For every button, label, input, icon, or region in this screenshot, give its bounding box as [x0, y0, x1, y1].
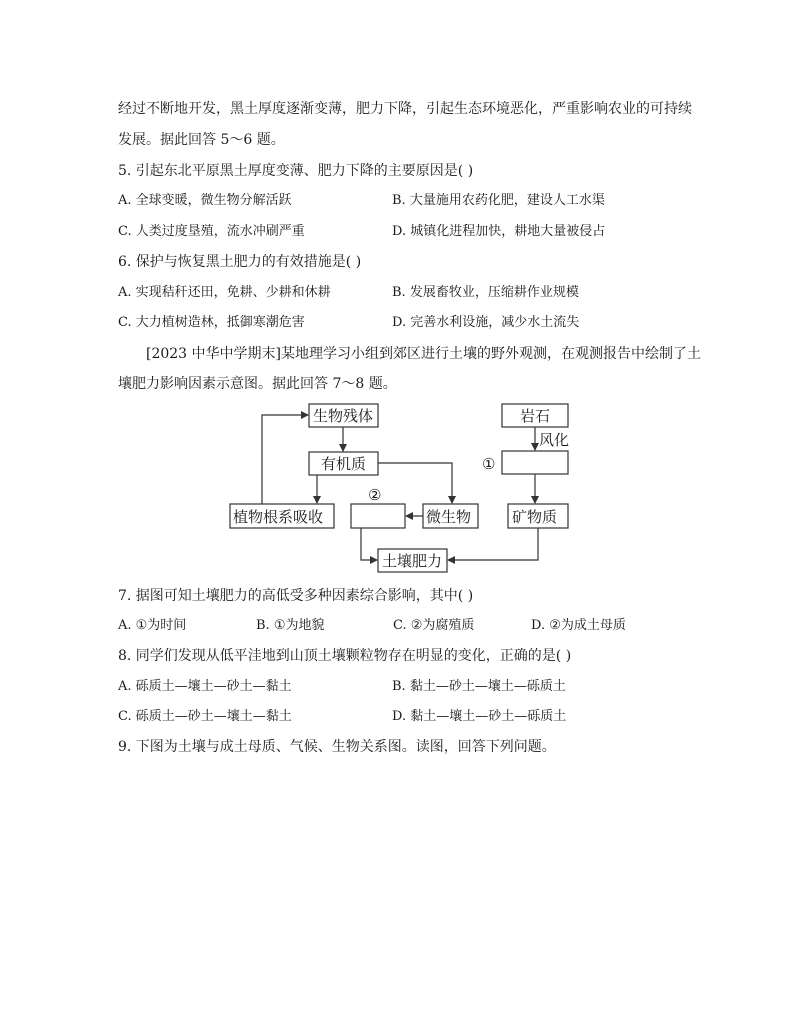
intro-line-2: 发展。据此回答 5～6 题。: [118, 132, 285, 148]
marker-1: ①: [482, 455, 496, 473]
arrow-mineral-to-fertility: [448, 528, 538, 560]
label-rock: 岩石: [520, 407, 551, 425]
intro-line-1: 经过不断地开发，黑土厚度逐渐变薄，肥力下降，引起生态环境恶化，严重影响农业的可持续: [118, 101, 692, 117]
q8-stem: 8. 同学们发现从低平洼地到山顶土壤颗粒物存在明显的变化，正确的是( ): [118, 648, 572, 664]
label-soil-fertility: 土壤肥力: [382, 552, 443, 570]
q8-option-d: D. 黏土—壤土—砂土—砾质土: [392, 709, 567, 724]
q8-option-c: C. 砾质土—砂土—壤土—黏土: [118, 709, 292, 724]
q8-option-a: A. 砾质土—壤土—砂土—黏土: [118, 679, 292, 694]
q5-option-c: C. 人类过度垦殖，流水冲刷严重: [118, 224, 305, 239]
label-weathering: 风化: [539, 431, 570, 449]
box-marker1-blank: [502, 451, 568, 474]
label-mineral: 矿物质: [512, 508, 558, 526]
q6-option-b: B. 发展畜牧业，压缩耕作业规模: [392, 285, 579, 300]
q7-option-b: B. ①为地貌: [256, 618, 325, 633]
marker-2: ②: [368, 486, 382, 504]
q6-stem: 6. 保护与恢复黑土肥力的有效措施是( ): [118, 254, 362, 270]
q9-stem: 9. 下图为土壤与成土母质、气候、生物关系图。读图，回答下列问题。: [118, 739, 556, 755]
q5-option-b: B. 大量施用农药化肥，建设人工水渠: [392, 193, 605, 208]
box-marker2-blank: [351, 504, 405, 528]
label-microorganism: 微生物: [426, 508, 472, 526]
q7-option-d: D. ②为成土母质: [531, 618, 626, 633]
label-biological-residue: 生物残体: [313, 407, 374, 425]
q5-stem: 5. 引起东北平原黑土厚度变薄、肥力下降的主要原因是( ): [118, 163, 474, 179]
q6-option-d: D. 完善水利设施，减少水土流失: [392, 315, 580, 330]
arrow-organic-to-microbe: [378, 463, 452, 503]
q6-option-c: C. 大力植树造林，抵御寒潮危害: [118, 315, 305, 330]
q6-option-a: A. 实现秸秆还田，免耕、少耕和休耕: [118, 285, 331, 300]
arrow-marker2-to-fertility: [361, 528, 377, 560]
q8-option-b: B. 黏土—砂土—壤土—砾质土: [392, 679, 566, 694]
q7-option-a: A. ①为时间: [118, 618, 187, 633]
q5-option-d: D. 城镇化进程加快，耕地大量被侵占: [392, 224, 606, 239]
q7-option-c: C. ②为腐殖质: [393, 618, 475, 633]
context2-line-1: [2023 中华中学期末]某地理学习小组到郊区进行土壤的野外观测，在观测报告中绘制了土: [146, 346, 702, 362]
arrow-roots-to-residue: [262, 415, 308, 504]
q5-option-a: A. 全球变暖，微生物分解活跃: [118, 193, 292, 208]
context2-line-2: 壤肥力影响因素示意图。据此回答 7～8 题。: [118, 376, 397, 392]
q7-stem: 7. 据图可知土壤肥力的高低受多种因素综合影响，其中( ): [118, 588, 474, 604]
label-root-absorption: 植物根系吸收: [233, 508, 324, 526]
label-organic-matter: 有机质: [321, 455, 367, 473]
